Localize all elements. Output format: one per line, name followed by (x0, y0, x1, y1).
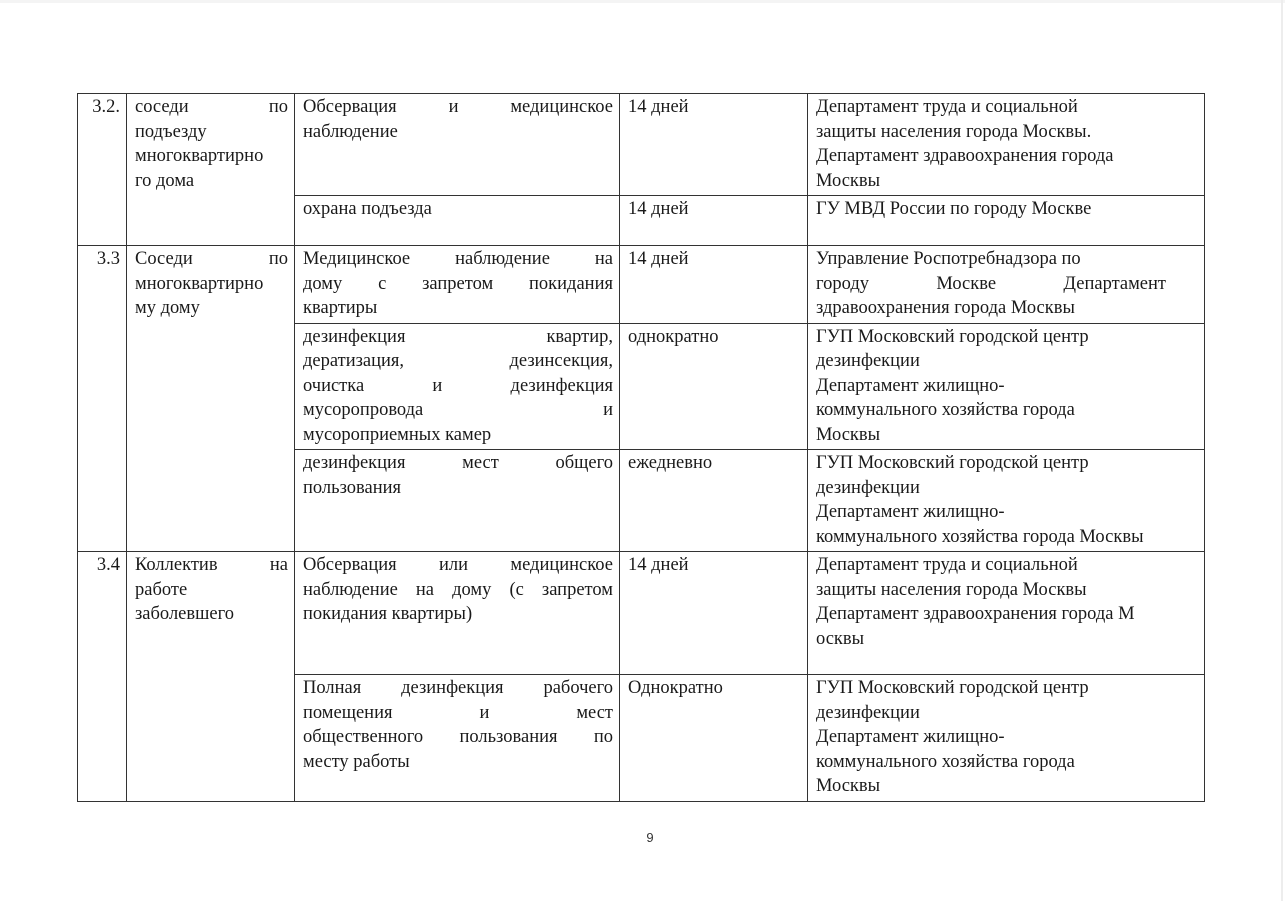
text-line: Управление Роспотребнадзора по (816, 249, 1081, 269)
text-line: Обсервация и медицинское (303, 97, 613, 117)
term-cell: 14 дней (620, 246, 808, 324)
text-line: работе (135, 579, 188, 600)
text-line: многоквартирно (135, 273, 264, 294)
text-line: помещения и мест (303, 702, 613, 723)
measures-table (77, 93, 1205, 802)
text-line: защиты населения города Москвы. (816, 121, 1092, 142)
responsible-cell (808, 675, 1205, 802)
text-line: Москвы (816, 170, 881, 191)
term-cell: 14 дней (620, 196, 808, 246)
text-line: му дому (135, 298, 200, 318)
text-line: дезинфекции (816, 702, 920, 723)
text-line: Департамент жилищно- (816, 375, 1005, 396)
contact-group-cell (127, 94, 295, 246)
text-line: многоквартирно (135, 146, 264, 166)
text-line: Коллектив на (135, 555, 288, 575)
contact-group-cell (127, 552, 295, 802)
text-line: Департамент жилищно- (816, 727, 1005, 747)
row-number: 3.4 (78, 552, 127, 802)
text-line: дератизация, дезинсекция, (303, 351, 613, 371)
scan-top-edge (0, 0, 1285, 3)
text-line: Департамент жилищно- (816, 502, 1005, 522)
text-line: Москвы (816, 776, 881, 796)
text-line: общественного пользования по (303, 727, 613, 747)
text-line: мусоропровода и (303, 400, 613, 420)
text-line: здравоохранения города Москвы (816, 298, 1075, 318)
text-line: Департамент труда и социальной (816, 555, 1078, 575)
text-line: Москвы (816, 424, 881, 445)
text-line: очистка и дезинфекция (303, 375, 613, 396)
term-cell: Однократно (620, 675, 808, 802)
text-line: ГУП Московский городской центр (816, 453, 1089, 473)
text-line: городу Москве Департамент (816, 273, 1166, 294)
row-number: 3.3 (78, 246, 127, 552)
text-line: пользования (303, 477, 402, 498)
text-line: подъезду (135, 121, 207, 142)
text-line: дезинфекция квартир, (303, 326, 613, 347)
text-line: Полная дезинфекция рабочего (303, 678, 613, 698)
text-line: мусороприемных камер (303, 424, 492, 445)
text-line: дому с запретом покидания (303, 273, 613, 294)
text-line: Департамент здравоохранения города (816, 146, 1114, 166)
page-number: 9 (646, 830, 654, 845)
responsible-cell (808, 450, 1205, 552)
text-line: осквы (816, 628, 865, 649)
text-line: наблюдение (303, 121, 398, 142)
text-line: Обсервация или медицинское (303, 555, 613, 575)
text-line: дезинфекции (816, 477, 920, 498)
text-line: ГУП Московский городской центр (816, 678, 1089, 698)
text-line: Медицинское наблюдение на (303, 249, 613, 269)
scan-right-edge (1281, 0, 1283, 901)
responsible-cell (808, 246, 1205, 324)
term-cell: однократно (620, 323, 808, 450)
measure-cell: охрана подъезда (295, 196, 620, 246)
table-row (78, 246, 1205, 324)
term-cell: ежедневно (620, 450, 808, 552)
table-row (78, 552, 1205, 675)
text-line: наблюдение на дому (с запретом (303, 579, 613, 600)
table-row (78, 94, 1205, 196)
responsible-cell: ГУ МВД России по городу Москве (808, 196, 1205, 246)
text-line: дезинфекции (816, 351, 920, 371)
text-line: го дома (135, 170, 195, 191)
text-line: Департамент труда и социальной (816, 97, 1078, 117)
text-line: ГУП Московский городской центр (816, 326, 1089, 347)
text-line: заболевшего (135, 604, 234, 624)
text-line: Соседи по (135, 249, 288, 269)
measure-cell (295, 450, 620, 552)
responsible-cell (808, 552, 1205, 675)
term-cell: 14 дней (620, 552, 808, 675)
text-line: защиты населения города Москвы (816, 579, 1087, 600)
text-line: квартиры (303, 298, 378, 318)
measure-cell (295, 675, 620, 802)
text-line: соседи по (135, 97, 288, 117)
row-number: 3.2. (78, 94, 127, 246)
measure-cell (295, 246, 620, 324)
text-line: Департамент здравоохранения города М (816, 604, 1135, 624)
text-line: коммунального хозяйства города (816, 751, 1075, 772)
text-line: коммунального хозяйства города (816, 400, 1075, 420)
term-cell: 14 дней (620, 94, 808, 196)
contact-group-cell (127, 246, 295, 552)
measure-cell (295, 323, 620, 450)
text-line: месту работы (303, 751, 410, 772)
responsible-cell (808, 323, 1205, 450)
measure-cell (295, 552, 620, 675)
text-line: покидания квартиры) (303, 604, 473, 624)
responsible-cell (808, 94, 1205, 196)
text-line: коммунального хозяйства города Москвы (816, 526, 1144, 547)
text-line: дезинфекция мест общего (303, 453, 613, 473)
measure-cell (295, 94, 620, 196)
